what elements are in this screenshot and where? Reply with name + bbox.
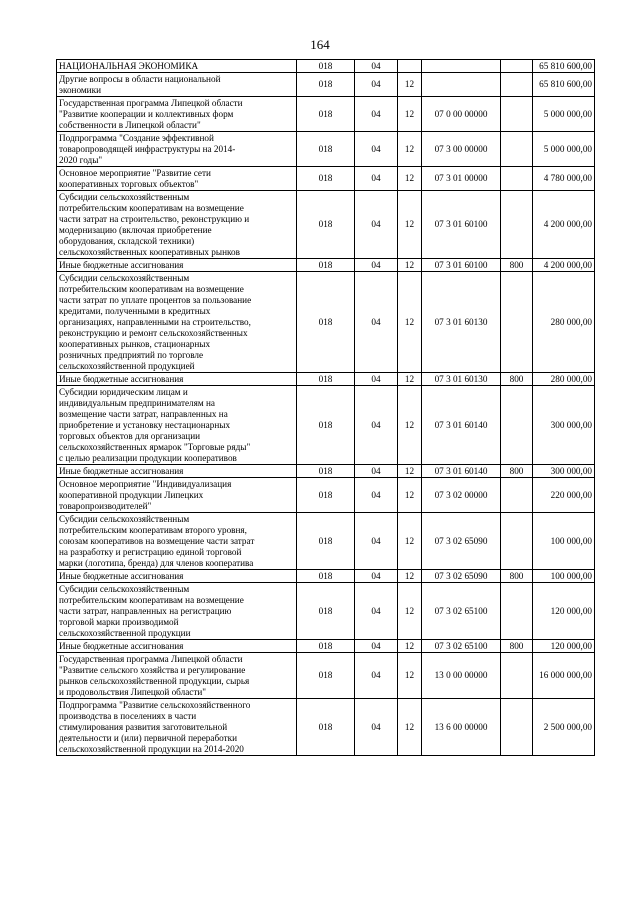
section-code: 04 bbox=[355, 167, 398, 191]
row-name-line: 2020 годы" bbox=[59, 154, 103, 165]
section-code: 04 bbox=[355, 373, 398, 386]
section-code: 04 bbox=[355, 478, 398, 513]
ministry-code: 018 bbox=[297, 465, 355, 478]
target-article: 07 3 02 65090 bbox=[422, 570, 501, 583]
row-name-line: товаропроизводителей" bbox=[59, 500, 152, 511]
row-name bbox=[57, 373, 297, 386]
row-name-line: Другие вопросы в области национальной bbox=[59, 73, 221, 84]
expense-type bbox=[501, 699, 533, 756]
expense-type: 800 bbox=[501, 373, 533, 386]
subsection-code: 12 bbox=[398, 513, 422, 570]
expense-type bbox=[501, 73, 533, 97]
row-name-line: и продовольствия Липецкой области" bbox=[59, 686, 207, 697]
table-row bbox=[57, 132, 595, 167]
table-row bbox=[57, 640, 595, 653]
section-code: 04 bbox=[355, 640, 398, 653]
amount: 300 000,00 bbox=[533, 465, 595, 478]
row-name-line: потребительским кооперативам на возмещение bbox=[59, 594, 244, 605]
row-name-line: сельскохозяйственной продукции bbox=[59, 627, 191, 638]
expense-type bbox=[501, 386, 533, 465]
expense-type bbox=[501, 132, 533, 167]
row-name-line: Государственная программа Липецкой области bbox=[59, 653, 243, 664]
expense-type bbox=[501, 191, 533, 259]
ministry-code: 018 bbox=[297, 97, 355, 132]
row-name-line: кооперативных торговых объектов" bbox=[59, 178, 199, 189]
amount: 5 000 000,00 bbox=[533, 97, 595, 132]
subsection-code: 12 bbox=[398, 465, 422, 478]
expense-type bbox=[501, 97, 533, 132]
subsection-code bbox=[398, 60, 422, 73]
row-name-line: Подпрограмма "Создание эффективной bbox=[59, 132, 214, 143]
row-name-line: на разработку и регистрацию единой торговой bbox=[59, 546, 242, 557]
row-name-line: деятельности и (или) первичной переработки bbox=[59, 732, 238, 743]
amount: 300 000,00 bbox=[533, 386, 595, 465]
row-name-line: Субсидии сельскохозяйственным bbox=[59, 513, 190, 524]
expense-type: 800 bbox=[501, 640, 533, 653]
ministry-code: 018 bbox=[297, 570, 355, 583]
table-row bbox=[57, 653, 595, 699]
section-code: 04 bbox=[355, 272, 398, 373]
section-code: 04 bbox=[355, 259, 398, 272]
subsection-code: 12 bbox=[398, 570, 422, 583]
target-article: 07 3 01 00000 bbox=[422, 167, 501, 191]
table-row bbox=[57, 73, 595, 97]
expense-type: 800 bbox=[501, 259, 533, 272]
row-name-line: Иные бюджетные ассигнования bbox=[59, 259, 184, 270]
target-article: 07 3 02 65100 bbox=[422, 640, 501, 653]
row-name-line: Иные бюджетные ассигнования bbox=[59, 640, 184, 651]
target-article: 13 0 00 00000 bbox=[422, 653, 501, 699]
table-row bbox=[57, 570, 595, 583]
section-code: 04 bbox=[355, 513, 398, 570]
row-name-line: торговой марки производимой bbox=[59, 616, 179, 627]
row-name-line: союзам кооперативов на возмещение части затрат bbox=[59, 535, 255, 546]
row-name bbox=[57, 132, 297, 167]
table-row bbox=[57, 259, 595, 272]
table-row bbox=[57, 386, 595, 465]
subsection-code: 12 bbox=[398, 167, 422, 191]
section-code: 04 bbox=[355, 583, 398, 640]
row-name-line: сельскохозяйственной продукцией bbox=[59, 360, 195, 371]
row-name-line: индивидуальным предпринимателям на bbox=[59, 397, 215, 408]
row-name bbox=[57, 513, 297, 570]
section-code: 04 bbox=[355, 699, 398, 756]
table-row bbox=[57, 478, 595, 513]
target-article: 07 3 02 65090 bbox=[422, 513, 501, 570]
row-name-line: потребительским кооперативам на возмещение bbox=[59, 202, 244, 213]
ministry-code: 018 bbox=[297, 386, 355, 465]
row-name-line: кредитами, полученными в кредитных bbox=[59, 305, 211, 316]
row-name bbox=[57, 583, 297, 640]
section-code: 04 bbox=[355, 465, 398, 478]
row-name-line: Основное мероприятие "Развитие сети bbox=[59, 167, 211, 178]
amount: 65 810 600,00 bbox=[533, 60, 595, 73]
row-name-line: Субсидии сельскохозяйственным bbox=[59, 583, 190, 594]
table-row bbox=[57, 583, 595, 640]
row-name-line: Субсидии юридическим лицам и bbox=[59, 386, 188, 397]
row-name-line: экономики bbox=[59, 84, 101, 95]
expense-type bbox=[501, 60, 533, 73]
amount: 5 000 000,00 bbox=[533, 132, 595, 167]
section-code: 04 bbox=[355, 570, 398, 583]
row-name-line: приобретение и установку нестационарных bbox=[59, 419, 231, 430]
target-article: 07 0 00 00000 bbox=[422, 97, 501, 132]
table-row bbox=[57, 60, 595, 73]
target-article: 07 3 01 60140 bbox=[422, 386, 501, 465]
row-name-line: розничных предприятий по торговле bbox=[59, 349, 204, 360]
section-code: 04 bbox=[355, 653, 398, 699]
section-code: 04 bbox=[355, 73, 398, 97]
expense-type: 800 bbox=[501, 570, 533, 583]
target-article: 07 3 01 60100 bbox=[422, 191, 501, 259]
row-name-line: стимулирования развития заготовительной bbox=[59, 721, 228, 732]
row-name bbox=[57, 465, 297, 478]
row-name-line: рынков сельскохозяйственной продукции, сырья bbox=[59, 675, 250, 686]
subsection-code: 12 bbox=[398, 97, 422, 132]
section-code: 04 bbox=[355, 386, 398, 465]
row-name-line: товаропроводящей инфраструктуры на 2014- bbox=[59, 143, 236, 154]
row-name-line: потребительским кооперативам второго уровня, bbox=[59, 524, 247, 535]
row-name-line: Государственная программа Липецкой области bbox=[59, 97, 243, 108]
row-name-line: Иные бюджетные ассигнования bbox=[59, 373, 184, 384]
row-name bbox=[57, 386, 297, 465]
ministry-code: 018 bbox=[297, 653, 355, 699]
page-number: 164 bbox=[310, 37, 330, 52]
amount: 4 200 000,00 bbox=[533, 191, 595, 259]
row-name-line: кооперативных рынков, стационарных bbox=[59, 338, 211, 349]
ministry-code: 018 bbox=[297, 513, 355, 570]
amount: 16 000 000,00 bbox=[533, 653, 595, 699]
section-code: 04 bbox=[355, 60, 398, 73]
amount: 100 000,00 bbox=[533, 570, 595, 583]
table-row bbox=[57, 513, 595, 570]
ministry-code: 018 bbox=[297, 132, 355, 167]
ministry-code: 018 bbox=[297, 272, 355, 373]
row-name-line: части затрат по уплате процентов за пользование bbox=[59, 294, 252, 305]
amount: 280 000,00 bbox=[533, 373, 595, 386]
row-name-line: части затрат, направленных на регистрацию bbox=[59, 605, 232, 616]
expense-type bbox=[501, 272, 533, 373]
target-article: 07 3 01 60130 bbox=[422, 373, 501, 386]
section-code: 04 bbox=[355, 132, 398, 167]
row-name-line: сельскохозяйственных кооперативных рынков bbox=[59, 246, 240, 257]
ministry-code: 018 bbox=[297, 640, 355, 653]
subsection-code: 12 bbox=[398, 386, 422, 465]
table-row bbox=[57, 97, 595, 132]
expense-type bbox=[501, 583, 533, 640]
target-article: 07 3 00 00000 bbox=[422, 132, 501, 167]
row-name bbox=[57, 640, 297, 653]
row-name-line: собственности в Липецкой области" bbox=[59, 119, 201, 130]
amount: 65 810 600,00 bbox=[533, 73, 595, 97]
row-name-line: "Развитие сельского хозяйства и регулирование bbox=[59, 664, 246, 675]
subsection-code: 12 bbox=[398, 478, 422, 513]
target-article: 07 3 01 60140 bbox=[422, 465, 501, 478]
subsection-code: 12 bbox=[398, 699, 422, 756]
row-name-line: возмещение части затрат, направленных на bbox=[59, 408, 228, 419]
row-name-line: модернизацию (включая приобретение bbox=[59, 224, 212, 235]
amount: 100 000,00 bbox=[533, 513, 595, 570]
budget-table bbox=[56, 59, 595, 756]
ministry-code: 018 bbox=[297, 60, 355, 73]
table-row bbox=[57, 167, 595, 191]
target-article bbox=[422, 73, 501, 97]
row-name-line: торговых объектов для организации bbox=[59, 430, 201, 441]
row-name-line: Иные бюджетные ассигнования bbox=[59, 570, 184, 581]
ministry-code: 018 bbox=[297, 191, 355, 259]
row-name-line: "Развитие кооперации и коллективных форм bbox=[59, 108, 234, 119]
amount: 120 000,00 bbox=[533, 640, 595, 653]
row-name-line: Подпрограмма "Развитие сельскохозяйственного bbox=[59, 699, 251, 710]
amount: 4 780 000,00 bbox=[533, 167, 595, 191]
table-row bbox=[57, 699, 595, 756]
subsection-code: 12 bbox=[398, 132, 422, 167]
row-name-line: реконструкцию и ремонт сельскохозяйственных bbox=[59, 327, 248, 338]
row-name-line: Иные бюджетные ассигнования bbox=[59, 465, 184, 476]
row-name-line: Субсидии сельскохозяйственным bbox=[59, 191, 190, 202]
section-code: 04 bbox=[355, 97, 398, 132]
target-article: 07 3 01 60100 bbox=[422, 259, 501, 272]
expense-type bbox=[501, 513, 533, 570]
row-name bbox=[57, 97, 297, 132]
row-name-line: кооперативной продукции Липецких bbox=[59, 489, 204, 500]
target-article: 07 3 02 00000 bbox=[422, 478, 501, 513]
target-article: 07 3 02 65100 bbox=[422, 583, 501, 640]
subsection-code: 12 bbox=[398, 73, 422, 97]
row-name bbox=[57, 259, 297, 272]
row-name-line: с целью реализации продукции кооперативов bbox=[59, 452, 237, 463]
target-article: 07 3 01 60130 bbox=[422, 272, 501, 373]
row-name-line: организациях, направленными на строительство, bbox=[59, 316, 251, 327]
subsection-code: 12 bbox=[398, 640, 422, 653]
target-article: 13 6 00 00000 bbox=[422, 699, 501, 756]
row-name bbox=[57, 272, 297, 373]
row-name bbox=[57, 653, 297, 699]
table-row bbox=[57, 373, 595, 386]
ministry-code: 018 bbox=[297, 478, 355, 513]
expense-type bbox=[501, 167, 533, 191]
row-name-line: части затрат на строительство, реконструкцию и bbox=[59, 213, 250, 224]
row-name-line: марки (логотипа, бренда) для членов кооператива bbox=[59, 557, 254, 568]
target-article bbox=[422, 60, 501, 73]
row-name-line: оборудования, складской техники) bbox=[59, 235, 195, 246]
ministry-code: 018 bbox=[297, 259, 355, 272]
amount: 2 500 000,00 bbox=[533, 699, 595, 756]
row-name bbox=[57, 191, 297, 259]
expense-type: 800 bbox=[501, 465, 533, 478]
ministry-code: 018 bbox=[297, 73, 355, 97]
row-name bbox=[57, 699, 297, 756]
row-name-line: Основное мероприятие "Индивидуализация bbox=[59, 478, 232, 489]
row-name bbox=[57, 73, 297, 97]
row-name-line: сельскохозяйственных ярмарок "Торговые ряды" bbox=[59, 441, 251, 452]
row-name-line: потребительским кооперативам на возмещение bbox=[59, 283, 244, 294]
expense-type bbox=[501, 653, 533, 699]
amount: 4 200 000,00 bbox=[533, 259, 595, 272]
row-name bbox=[57, 60, 297, 73]
ministry-code: 018 bbox=[297, 373, 355, 386]
table-row bbox=[57, 272, 595, 373]
table-row bbox=[57, 465, 595, 478]
row-name-line: Субсидии сельскохозяйственным bbox=[59, 272, 190, 283]
row-name-line: производства в поселениях в части bbox=[59, 710, 197, 721]
ministry-code: 018 bbox=[297, 583, 355, 640]
subsection-code: 12 bbox=[398, 272, 422, 373]
ministry-code: 018 bbox=[297, 167, 355, 191]
row-name bbox=[57, 167, 297, 191]
amount: 220 000,00 bbox=[533, 478, 595, 513]
expense-type bbox=[501, 478, 533, 513]
ministry-code: 018 bbox=[297, 699, 355, 756]
amount: 120 000,00 bbox=[533, 583, 595, 640]
section-code: 04 bbox=[355, 191, 398, 259]
table-row bbox=[57, 191, 595, 259]
subsection-code: 12 bbox=[398, 583, 422, 640]
subsection-code: 12 bbox=[398, 259, 422, 272]
amount: 280 000,00 bbox=[533, 272, 595, 373]
row-name bbox=[57, 570, 297, 583]
subsection-code: 12 bbox=[398, 373, 422, 386]
row-name bbox=[57, 478, 297, 513]
row-name-line: НАЦИОНАЛЬНАЯ ЭКОНОМИКА bbox=[59, 60, 199, 71]
subsection-code: 12 bbox=[398, 653, 422, 699]
row-name-line: сельскохозяйственной продукции на 2014-2020 bbox=[59, 743, 244, 754]
subsection-code: 12 bbox=[398, 191, 422, 259]
